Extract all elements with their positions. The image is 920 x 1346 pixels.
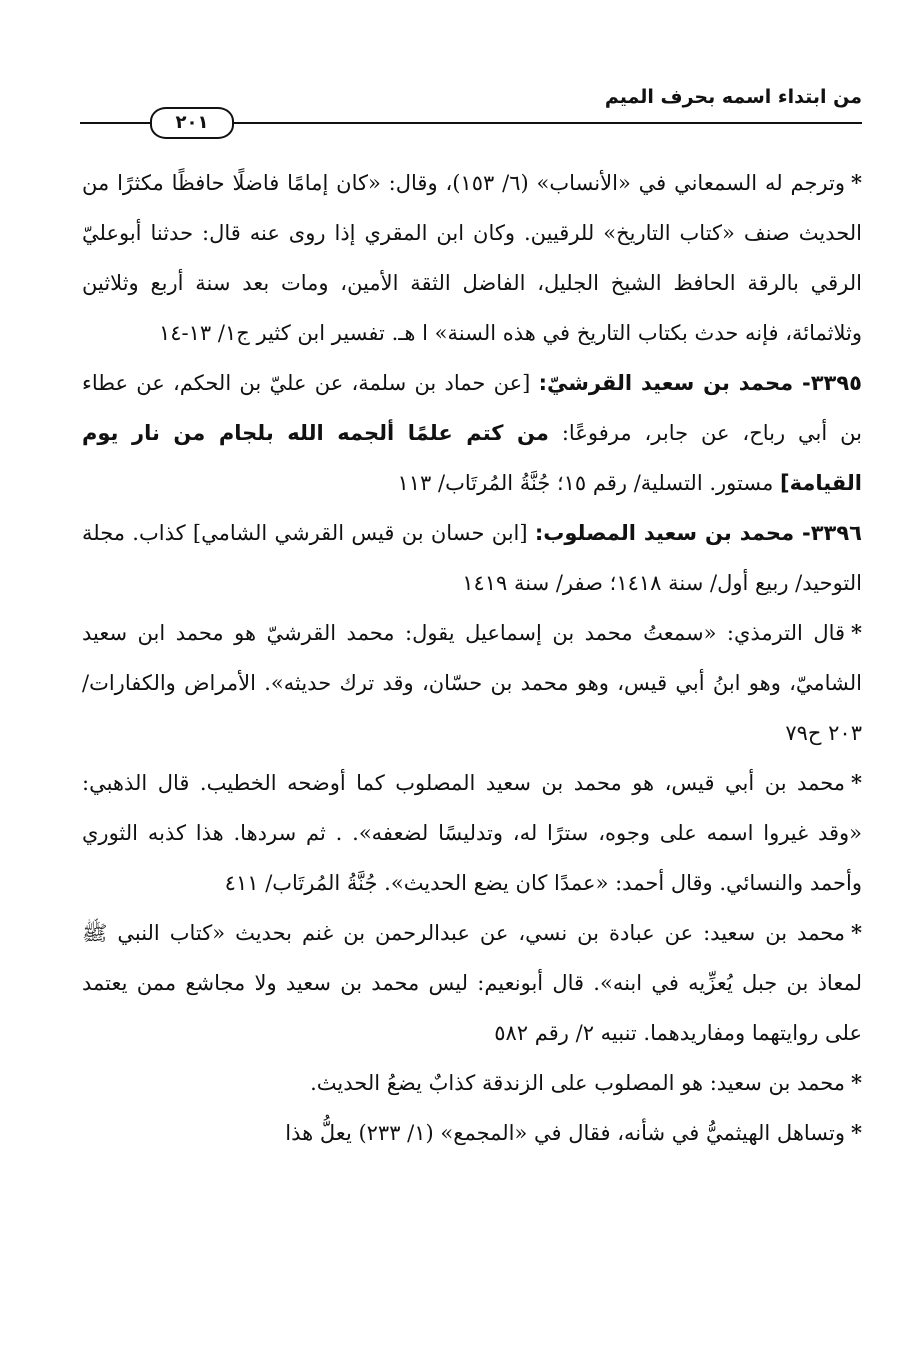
paragraph-text: وترجم له السمعاني في «الأنساب» (٦/ ١٥٣)، وقال: «كان إمامًا فاضلًا حافظًا مكثرًا من الحديث صنف «كتاب التاريخ» للرقيين. وكان ابن المقري إذا روى عنه قال: حدثنا أبوعليّ الرقي بالرقة الحافظ الشيخ الجليل، الفاضل الثقة الأمين، ومات بعد سنة أربع وثلاثين وثلاثمائة، فإنه حدث بكتاب التاريخ في هذه السنة» ا هـ. تفسير ابن كثير ج١/ ١٣-١٤ [82,171,862,345]
entry-heading: ٣٣٩٥- محمد بن سعيد القرشيّ: [538,371,862,395]
page-body [82,158,862,1158]
paragraph-text: محمد بن سعيد: هو المصلوب على الزندقة كذابٌ يضعُ الحديث. [310,1071,846,1095]
paragraph-text: وتساهل الهيثميُّ في شأنه، فقال في «المجمع» (١/ ٢٣٣) يعلُّ هذا [285,1121,846,1145]
bullet-star-icon: * [851,170,862,195]
hadith-text: من كتم علمًا ألجمه الله بلجام من نار يوم القيامة] [82,421,862,495]
paragraph-1 [82,158,862,358]
bullet-star-icon: * [851,1120,862,1145]
paragraph-text: محمد بن سعيد: عن عبادة بن نسي، عن عبدالرحمن بن غنم بحديث «كتاب النبي ﷺ لمعاذ بن جبل يُعزِّيه في ابنه». قال أبونعيم: ليس محمد بن سعيد ولا مجاشع ممن يعتمد على روايتهما ومفاريدهما. تنبيه ٢/ رقم ٥٨٢ [82,921,862,1045]
paragraph-text: محمد بن أبي قيس، هو محمد بن سعيد المصلوب كما أوضحه الخطيب. قال الذهبي: «وقد غيروا اسمه على وجوه، سترًا له، وتدليسًا لضعفه». . ثم سردها. هذا كذبه الثوري وأحمد والنسائي. وقال أحمد: «عمدًا كان يضع الحديث». جُنَّةُ المُرتَاب/ ٤١١ [82,771,862,895]
paragraph-text: قال الترمذي: «سمعتُ محمد بن إسماعيل يقول: محمد القرشيّ هو محمد ابن سعيد الشاميّ، وهو ابنُ أبي قيس، وهو محمد بن حسّان، وقد ترك حديثه». الأمراض والكفارات/ ٢٠٣ ح٧٩ [82,621,862,745]
paragraph-6 [82,908,862,1058]
entry-3396 [82,508,862,608]
paragraph-5 [82,758,862,908]
entry-heading: ٣٣٩٦- محمد بن سعيد المصلوب: [534,521,862,545]
page-header [80,80,862,140]
paragraph-8 [82,1108,862,1158]
bullet-star-icon: * [851,770,862,795]
entry-text: [عن حماد بن سلمة، عن عليّ بن الحكم، عن عطاء بن أبي رباح، عن جابر، مرفوعًا: [82,371,862,445]
paragraph-4 [82,608,862,758]
paragraph-7 [82,1058,862,1108]
page-number: ٢٠١ [150,107,234,139]
entry-text: [ابن حسان بن قيس القرشي الشامي] كذاب. مجلة التوحيد/ ربيع أول/ سنة ١٤١٨؛ صفر/ سنة ١٤١٩ [82,521,862,595]
bullet-star-icon: * [851,620,862,645]
entry-source: مستور. التسلية/ رقم ١٥؛ جُنَّةُ المُرتَاب/ ١١٣ [397,471,780,495]
entry-3395 [82,358,862,508]
bullet-star-icon: * [851,1070,862,1095]
bullet-star-icon: * [851,920,862,945]
running-head-title: من ابتداء اسمه بحرف الميم [604,86,862,108]
